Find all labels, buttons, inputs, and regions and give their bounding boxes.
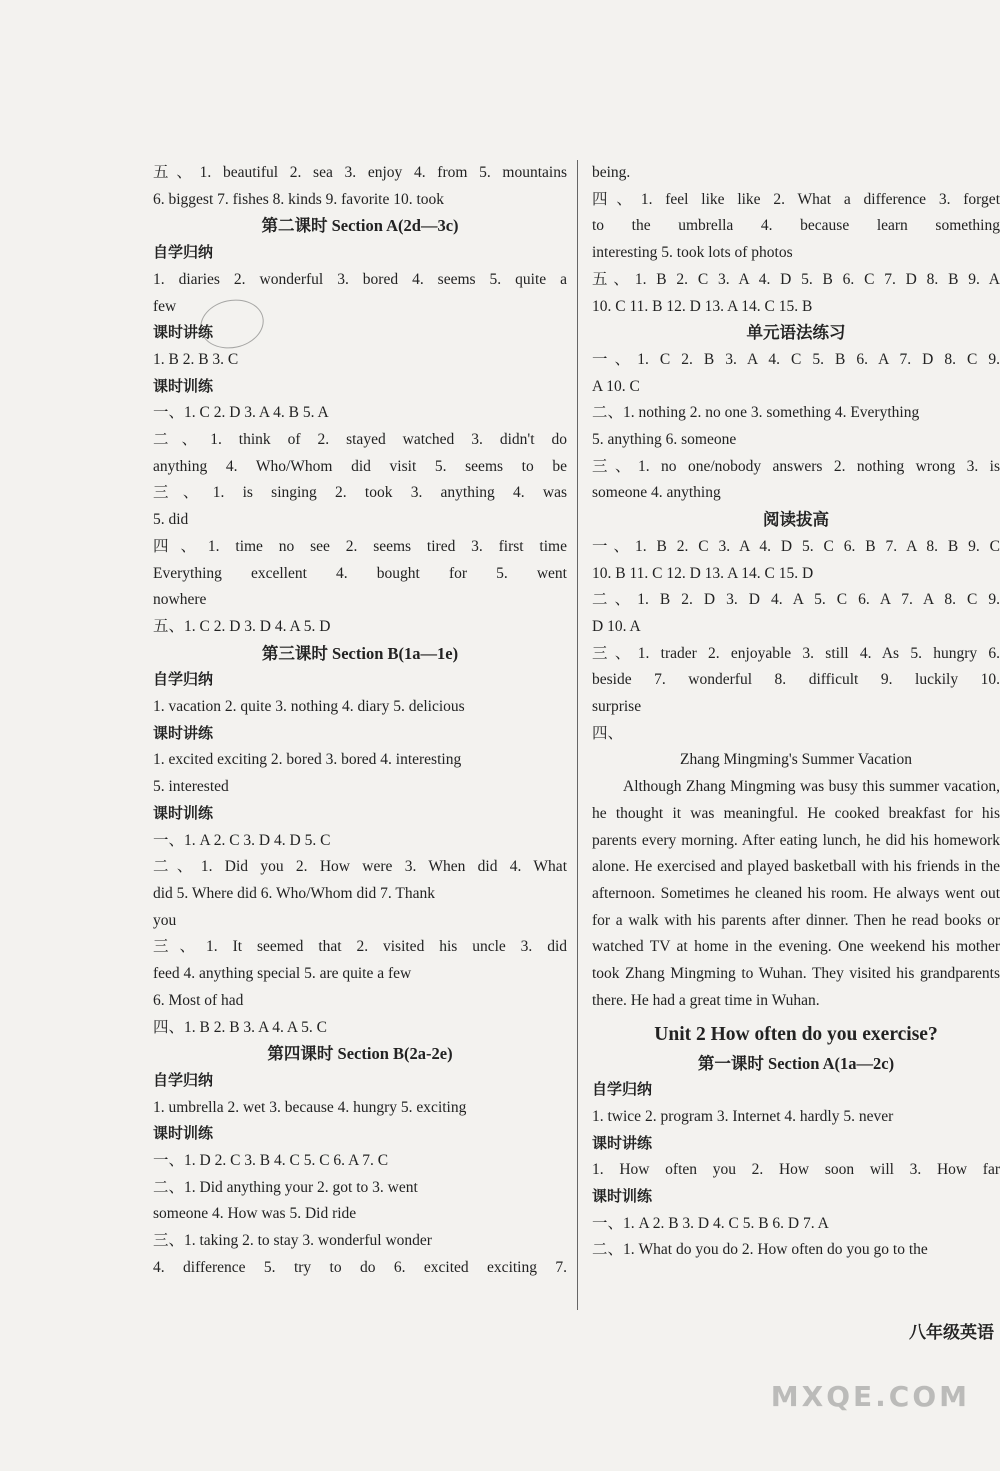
subsection-label: 课时训练 bbox=[153, 1126, 214, 1143]
subsection-label: 课时讲练 bbox=[592, 1135, 653, 1152]
right-column-top bbox=[592, 160, 1000, 747]
page-footer: 八年级英语 bbox=[909, 1323, 994, 1342]
answer-line: 三、1. no one/nobody answers 2. nothing wrong 3. is bbox=[592, 457, 1000, 475]
answer-line: feed 4. anything special 5. are quite a few bbox=[153, 965, 412, 983]
watermark: MXQE.COM bbox=[770, 1380, 970, 1413]
answer-line: 二、1. nothing 2. no one 3. something 4. Everything bbox=[592, 404, 920, 422]
answer-line: 四、 bbox=[592, 724, 624, 742]
answer-line: Everything excellent 4. bought for 5. went bbox=[153, 564, 567, 582]
answer-line: 二、1. Did anything your 2. got to 3. went bbox=[153, 1178, 418, 1196]
answer-line: did 5. Where did 6. Who/Whom did 7. Thank bbox=[153, 884, 435, 902]
section-heading: 第一课时 Section A(1a—2c) bbox=[697, 1053, 895, 1073]
section-heading: 阅读拔高 bbox=[763, 510, 829, 530]
subsection-label: 课时讲练 bbox=[153, 325, 214, 342]
subsection-label: 自学归纳 bbox=[153, 245, 214, 262]
right-column bbox=[592, 160, 1000, 1264]
answer-line: surprise bbox=[592, 698, 642, 716]
subsection-label: 自学归纳 bbox=[153, 672, 214, 689]
section-heading: 第四课时 Section B(2a-2e) bbox=[267, 1044, 453, 1064]
answer-line: being. bbox=[592, 164, 631, 181]
answer-line: 三、1. trader 2. enjoyable 3. still 4. As 5. hungry 6. bbox=[592, 644, 1000, 662]
answer-line: beside 7. wonderful 8. difficult 9. luckily 10. bbox=[592, 671, 1000, 689]
answer-line: 一、1. D 2. C 3. B 4. C 5. C 6. A 7. C bbox=[153, 1152, 389, 1170]
unit-title: Unit 2 How often do you exercise? bbox=[654, 1023, 938, 1045]
subsection-label: 课时讲练 bbox=[153, 725, 214, 742]
answer-line: 1. excited exciting 2. bored 3. bored 4. interesting bbox=[153, 751, 462, 769]
answer-line: 一、1. B 2. C 3. A 4. D 5. C 6. B 7. A 8. B 9. C bbox=[592, 537, 1000, 555]
answer-line: 一、1. A 2. B 3. D 4. C 5. B 6. D 7. A bbox=[592, 1214, 829, 1232]
answer-line: 二、1. B 2. D 3. D 4. A 5. C 6. A 7. A 8. C 9. bbox=[592, 591, 1000, 609]
answer-line: 二、1. think of 2. stayed watched 3. didn't do bbox=[153, 431, 567, 449]
answer-line: 四、1. feel like like 2. What a difference 3. forget bbox=[592, 190, 1000, 208]
left-column bbox=[153, 160, 567, 1282]
answer-line: 四、1. time no see 2. seems tired 3. first time bbox=[153, 537, 567, 555]
answer-line: interesting 5. took lots of photos bbox=[592, 244, 793, 262]
answer-line: 6. Most of had bbox=[153, 991, 244, 1009]
answer-line: 二、1. Did you 2. How were 3. When did 4. What bbox=[153, 858, 567, 876]
right-column-bottom bbox=[592, 1019, 1000, 1265]
answer-line: 1. B 2. B 3. C bbox=[153, 350, 239, 368]
answer-line: 1. vacation 2. quite 3. nothing 4. diary 5. delicious bbox=[153, 698, 465, 716]
answer-line: 一、1. C 2. B 3. A 4. C 5. B 6. A 7. D 8. C 9. bbox=[592, 350, 1000, 368]
answer-line: 4. difference 5. try to do 6. excited exciting 7. bbox=[153, 1258, 567, 1276]
section-heading: 第二课时 Section A(2d—3c) bbox=[261, 216, 459, 236]
answer-line: 6. biggest 7. fishes 8. kinds 9. favorite 10. took bbox=[153, 190, 445, 208]
subsection-label: 自学归纳 bbox=[592, 1082, 653, 1099]
answer-line: 1. How often you 2. How soon will 3. How far bbox=[592, 1161, 1000, 1179]
answer-line: to the umbrella 4. because learn something bbox=[592, 217, 1000, 235]
section-heading: 单元语法练习 bbox=[746, 323, 846, 343]
answer-line: 三、1. It seemed that 2. visited his uncle 3. did bbox=[153, 938, 567, 956]
answer-line: 五、1. beautiful 2. sea 3. enjoy 4. from 5. mountains bbox=[153, 164, 567, 181]
answer-line: you bbox=[153, 911, 177, 929]
answer-line: A 10. C bbox=[592, 377, 640, 395]
answer-line: nowhere bbox=[153, 591, 207, 609]
essay-title: Zhang Mingming's Summer Vacation bbox=[680, 751, 912, 769]
column-divider bbox=[577, 160, 578, 1310]
answer-line: 三、1. taking 2. to stay 3. wonderful wonder bbox=[153, 1232, 432, 1250]
answer-line: anything 4. Who/Whom did visit 5. seems to be bbox=[153, 457, 567, 475]
answer-line: 一、1. C 2. D 3. A 4. B 5. A bbox=[153, 404, 329, 422]
answer-line: D 10. A bbox=[592, 617, 641, 635]
answer-line: 1. diaries 2. wonderful 3. bored 4. seems 5. quite a bbox=[153, 270, 567, 288]
answer-line: 五、1. C 2. D 3. D 4. A 5. D bbox=[153, 617, 331, 635]
subsection-label: 自学归纳 bbox=[153, 1072, 214, 1089]
answer-line: few bbox=[153, 297, 177, 315]
answer-line: 二、1. What do you do 2. How often do you go to the bbox=[592, 1241, 928, 1259]
answer-line: 5. interested bbox=[153, 778, 229, 796]
answer-line: 四、1. B 2. B 3. A 4. A 5. C bbox=[153, 1018, 327, 1036]
section-heading: 第三课时 Section B(1a—1e) bbox=[261, 643, 459, 663]
answer-line: 一、1. A 2. C 3. D 4. D 5. C bbox=[153, 831, 331, 849]
answer-line: 1. twice 2. program 3. Internet 4. hardly 5. never bbox=[592, 1107, 894, 1125]
answer-line: 5. anything 6. someone bbox=[592, 431, 737, 449]
answer-line: 10. B 11. C 12. D 13. A 14. C 15. D bbox=[592, 564, 814, 582]
answer-line: 五、1. B 2. C 3. A 4. D 5. B 6. C 7. D 8. B 9. A bbox=[592, 270, 1000, 288]
answer-line: someone 4. How was 5. Did ride bbox=[153, 1205, 357, 1223]
answer-line: 10. C 11. B 12. D 13. A 14. C 15. B bbox=[592, 297, 813, 315]
answer-line: someone 4. anything bbox=[592, 484, 721, 502]
subsection-label: 课时训练 bbox=[153, 378, 214, 395]
answer-line: 三、1. is singing 2. took 3. anything 4. was bbox=[153, 484, 567, 502]
essay-body: Although Zhang Mingming was busy this summer vacation, he thought it was meaningful. He cooked breakfast for his parents every morning. After eating lunch, he did his homework alone. He exercised and played basketball with his friends in the afternoon. Sometimes he cleaned his room. He always went out for a walk with his parents after dinner. Then he read books or watched TV at home in the evening. One weekend his mother took Zhang Mingming to Wuhan. They visited his grandparents there. He had a great time in Wuhan. bbox=[592, 778, 1000, 1009]
answer-line: 1. umbrella 2. wet 3. because 4. hungry 5. exciting bbox=[153, 1098, 467, 1116]
answer-line: 5. did bbox=[153, 511, 189, 529]
subsection-label: 课时训练 bbox=[592, 1189, 653, 1206]
subsection-label: 课时训练 bbox=[153, 805, 214, 822]
